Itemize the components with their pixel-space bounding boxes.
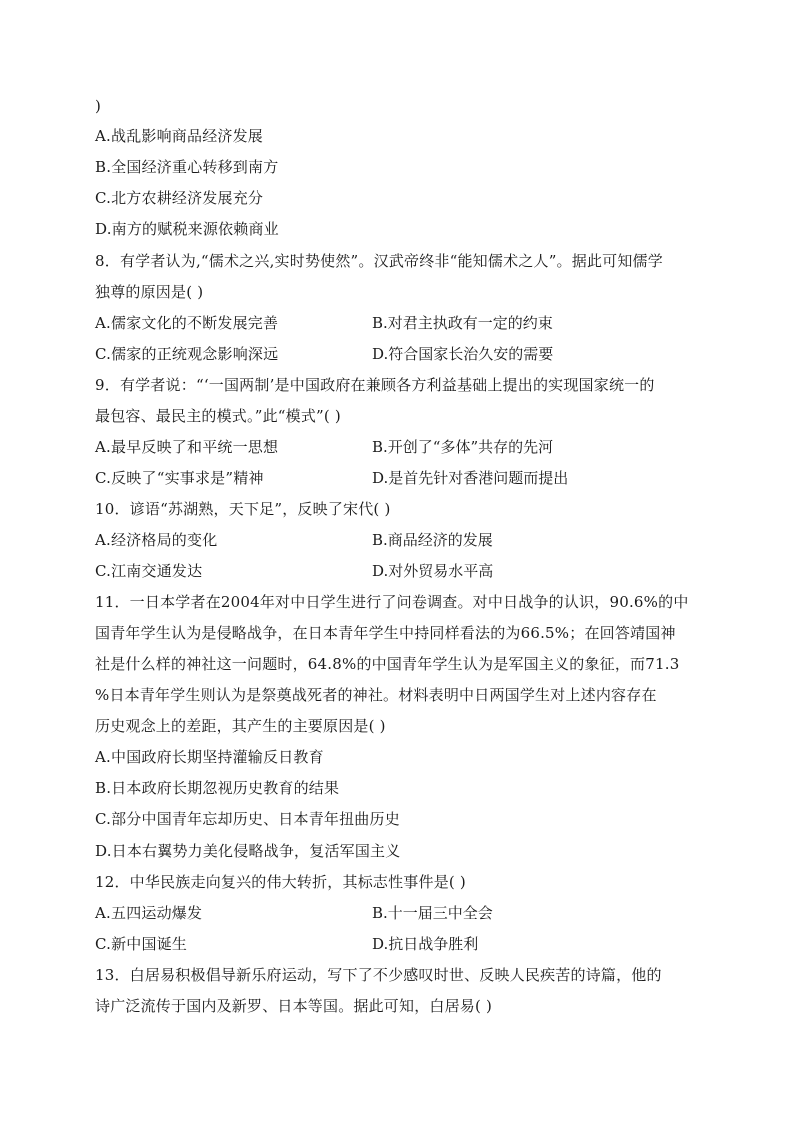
q7-option-b: B.全国经济重心转移到南方 bbox=[95, 158, 279, 176]
q12-option-b: B.十一届三中全会 bbox=[372, 904, 493, 922]
q8-option-b: B.对君主执政有一定的约束 bbox=[372, 314, 553, 332]
q13-stem: 13．白居易积极倡导新乐府运动，写下了不少感叹时世、反映人民疾苦的诗篇，他的 bbox=[95, 966, 662, 984]
q10-option-a: A.经济格局的变化 bbox=[95, 531, 218, 549]
q9-stem-cont: 最包容、最民主的模式。”此“模式”( ) bbox=[95, 407, 341, 425]
q11-option-a: A.中国政府长期坚持灌输反日教育 bbox=[95, 748, 324, 766]
q7-stem-end: ) bbox=[95, 97, 102, 115]
q9-option-c: C.反映了“实事求是”精神 bbox=[95, 469, 264, 487]
q11-stem-cont-1: 国青年学生认为是侵略战争，在日本青年学生中持同样看法的为66.5%；在回答靖国神 bbox=[95, 624, 676, 642]
q11-option-d: D.日本右翼势力美化侵略战争，复活军国主义 bbox=[95, 842, 401, 860]
q9-option-d: D.是首先针对香港问题而提出 bbox=[372, 469, 569, 487]
q11-option-c: C.部分中国青年忘却历史、日本青年扭曲历史 bbox=[95, 810, 400, 828]
q10-option-d: D.对外贸易水平高 bbox=[372, 562, 494, 580]
q7-option-c: C.北方农耕经济发展充分 bbox=[95, 189, 264, 207]
q12-option-a: A.五四运动爆发 bbox=[95, 904, 203, 922]
q11-stem-cont-3: %日本青年学生则认为是祭奠战死者的神社。材料表明中日两国学生对上述内容存在 bbox=[95, 686, 657, 704]
q10-option-c: C.江南交通发达 bbox=[95, 562, 203, 580]
q11-stem-cont-4: 历史观念上的差距，其产生的主要原因是( ) bbox=[95, 717, 386, 735]
q7-option-d: D.南方的赋税来源依赖商业 bbox=[95, 220, 279, 238]
q8-option-c: C.儒家的正统观念影响深远 bbox=[95, 345, 279, 363]
q9-option-b: B.开创了“多体”共存的先河 bbox=[372, 438, 554, 456]
q7-option-a: A.战乱影响商品经济发展 bbox=[95, 127, 264, 145]
q12-stem: 12．中华民族走向复兴的伟大转折，其标志性事件是( ) bbox=[95, 873, 466, 891]
q11-option-b: B.日本政府长期忽视历史教育的结果 bbox=[95, 779, 340, 797]
q8-stem-cont: 独尊的原因是( ) bbox=[95, 283, 204, 301]
q12-option-c: C.新中国诞生 bbox=[95, 935, 188, 953]
q8-stem: 8．有学者认为,“儒术之兴,实时势使然”。汉武帝终非“能知儒术之人”。据此可知儒学 bbox=[95, 252, 663, 270]
q10-option-b: B.商品经济的发展 bbox=[372, 531, 493, 549]
q11-stem-cont-2: 社是什么样的神社这一问题时，64.8%的中国青年学生认为是军国主义的象征，而71.3 bbox=[95, 655, 680, 673]
q11-stem: 11．一日本学者在2004年对中日学生进行了问卷调查。对中日战争的认识，90.6%的中 bbox=[95, 593, 689, 611]
q13-stem-cont: 诗广泛流传于国内及新罗、日本等国。据此可知，白居易( ) bbox=[95, 997, 493, 1015]
q9-stem: 9．有学者说：“‘一国两制’是中国政府在兼顾各方利益基础上提出的实现国家统一的 bbox=[95, 376, 655, 394]
q12-option-d: D.抗日战争胜利 bbox=[372, 935, 479, 953]
q8-option-d: D.符合国家长治久安的需要 bbox=[372, 345, 554, 363]
q10-stem: 10．谚语“苏湖熟，天下足”，反映了宋代( ) bbox=[95, 500, 391, 518]
q8-option-a: A.儒家文化的不断发展完善 bbox=[95, 314, 279, 332]
q9-option-a: A.最早反映了和平统一思想 bbox=[95, 438, 279, 456]
